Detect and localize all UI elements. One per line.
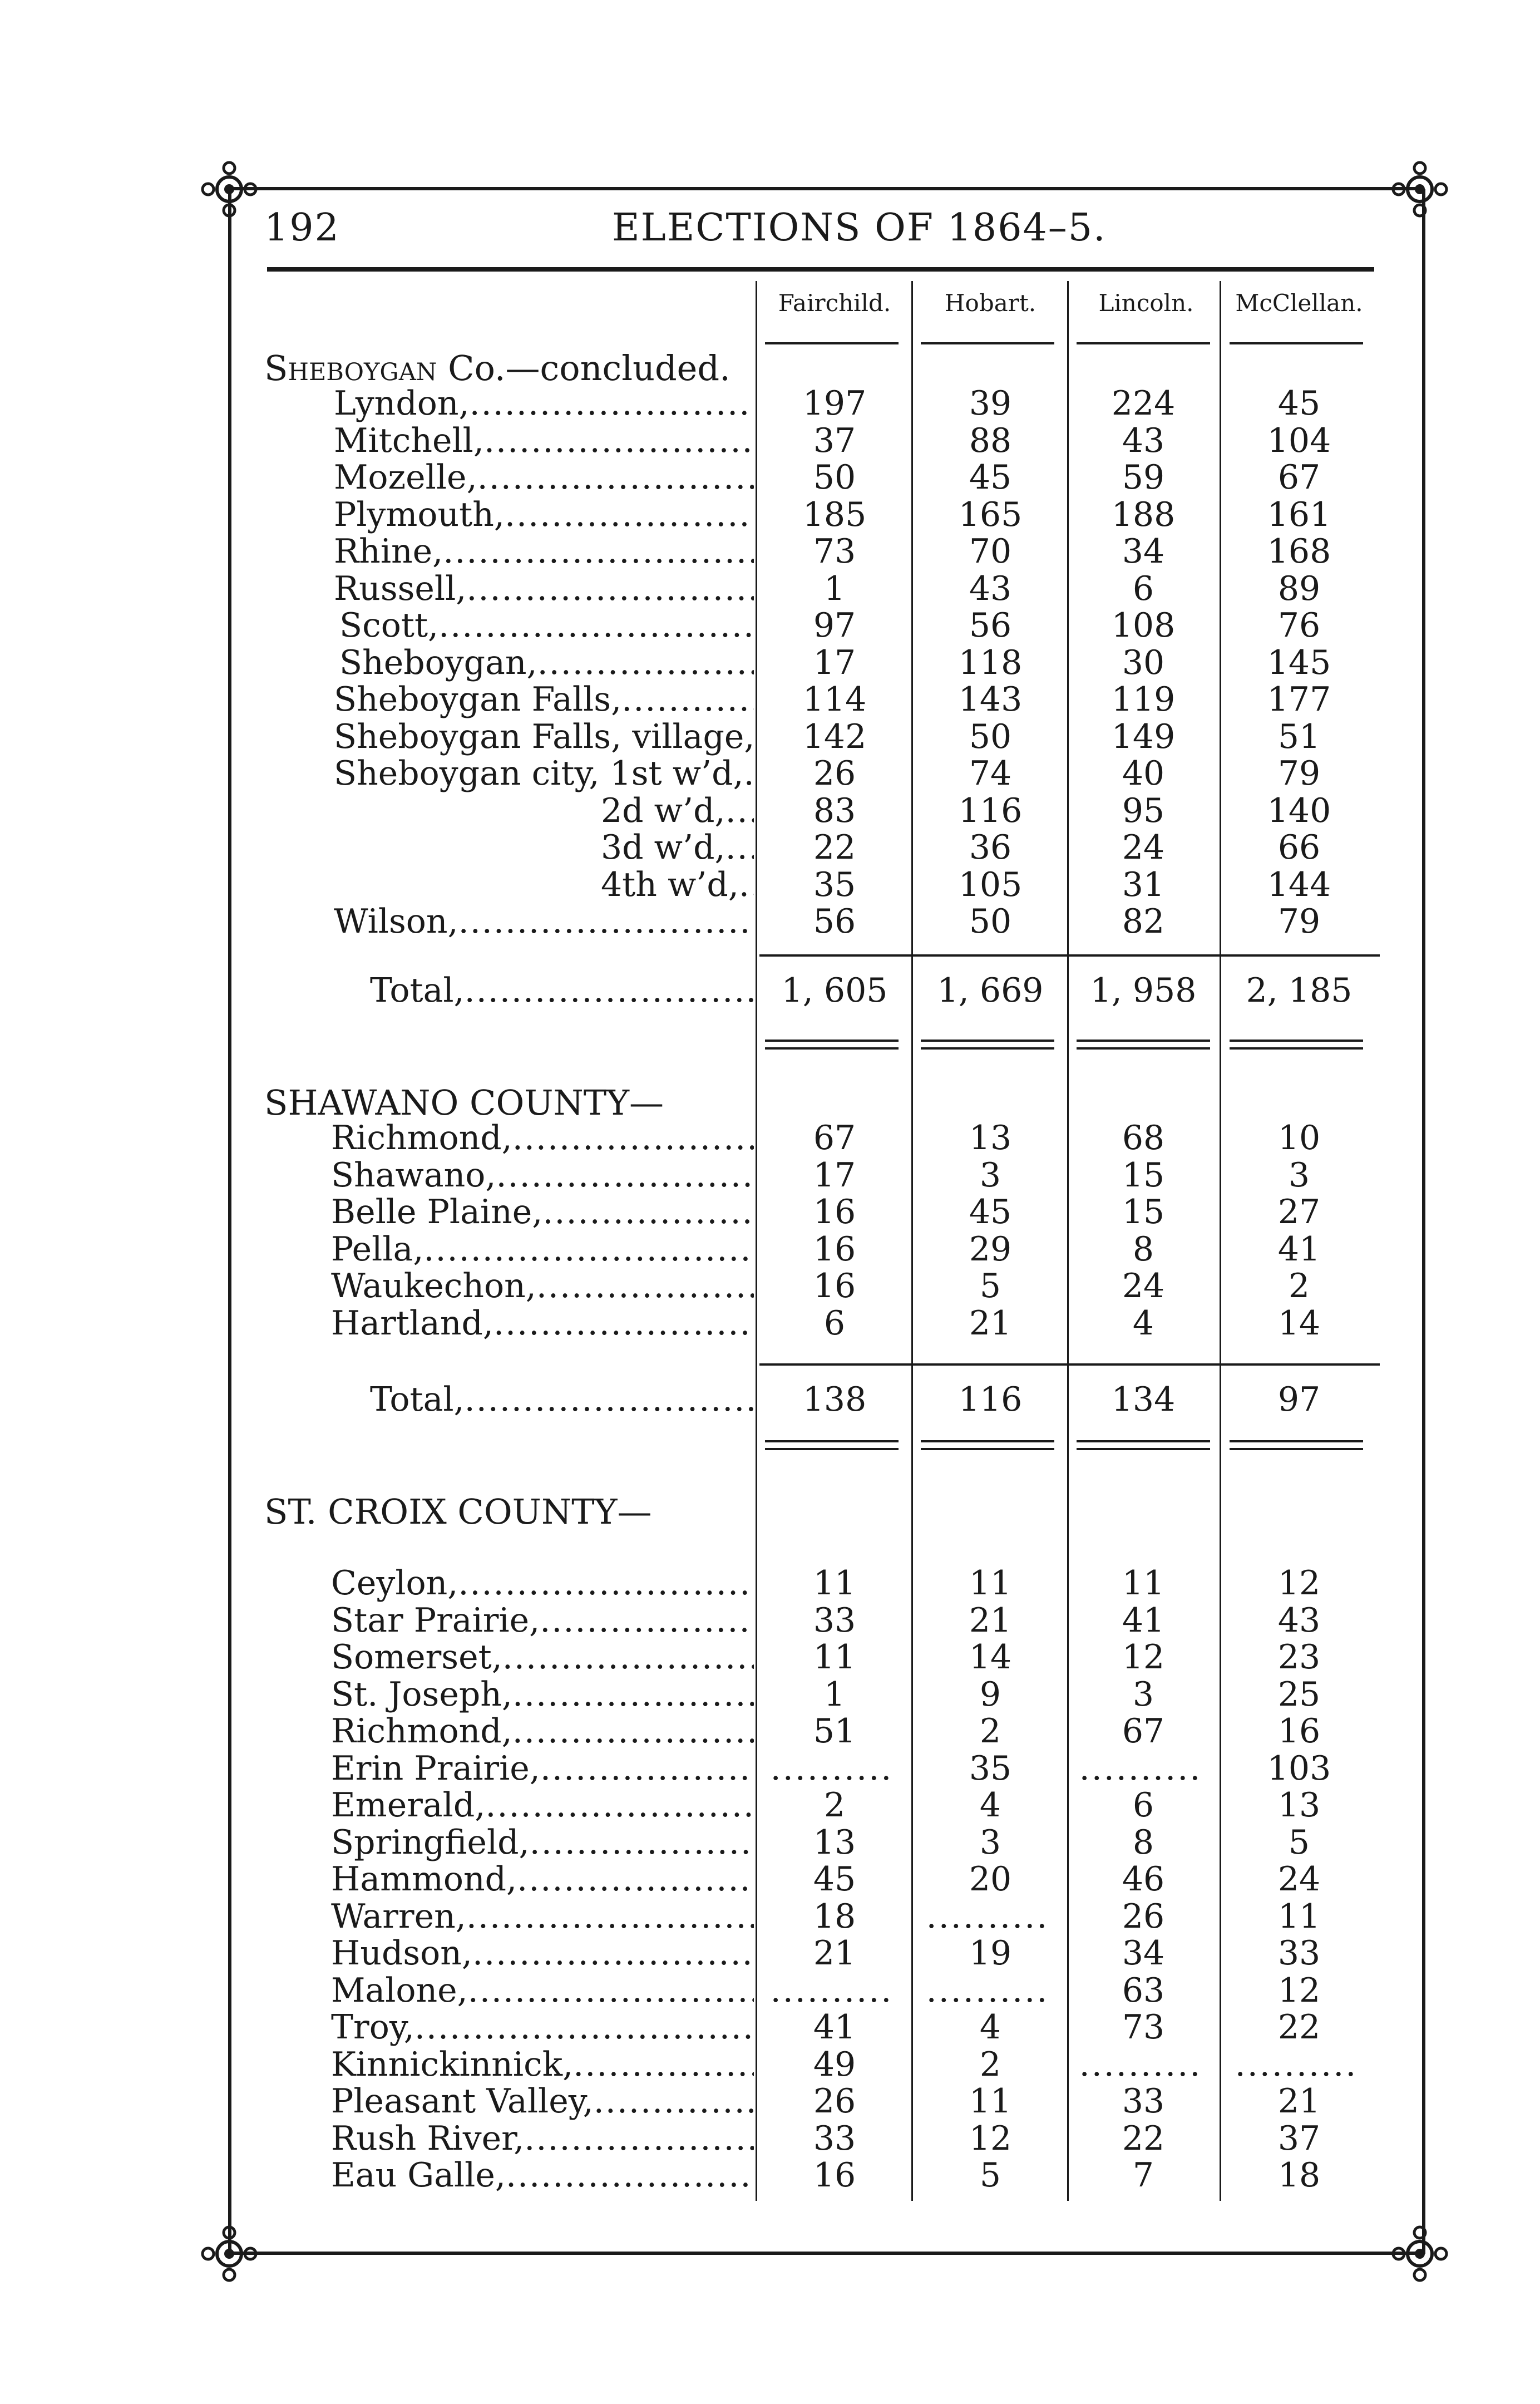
cell-fairchild: 2 [823, 1786, 846, 1825]
section-heading-shawano: SHAWANO COUNTY— [264, 1082, 664, 1123]
cell-fairchild: 197 [802, 384, 867, 423]
table-row [0, 717, 1540, 754]
cell-lincoln: 4 [1132, 1303, 1154, 1343]
table-row [0, 1823, 1540, 1860]
row-label: Sheboygan, [339, 643, 537, 682]
double-rule [921, 1440, 1054, 1442]
column-header-hobart: Hobart. [944, 289, 1036, 317]
table-row-total [0, 1380, 1540, 1417]
cell-mcclellan: 103 [1267, 1748, 1331, 1788]
table-row [0, 2045, 1540, 2082]
cell-lincoln-blank: .......... [1079, 1748, 1202, 1788]
cell-mcclellan: 2 [1288, 1267, 1310, 1306]
cell-lincoln: 22 [1122, 2119, 1165, 2158]
table-row [0, 1897, 1540, 1934]
table-row [0, 1119, 1540, 1155]
cell-mcclellan: 23 [1277, 1638, 1321, 1677]
cell-fairchild: 1, 605 [781, 971, 888, 1010]
cell-mcclellan: 12 [1277, 1971, 1321, 2010]
table-row [0, 2008, 1540, 2045]
row-label: Belle Plaine, [331, 1193, 543, 1231]
cell-lincoln: 12 [1122, 1638, 1165, 1677]
cell-hobart: 11 [969, 1564, 1012, 1603]
cell-fairchild: 18 [813, 1896, 856, 1936]
cell-fairchild: 83 [813, 791, 856, 830]
cell-mcclellan: 168 [1267, 532, 1331, 571]
cell-lincoln: 1, 958 [1090, 971, 1197, 1010]
cell-mcclellan: 76 [1277, 606, 1321, 645]
cell-hobart: 9 [979, 1674, 1001, 1714]
cell-mcclellan: 41 [1277, 1229, 1321, 1269]
cell-mcclellan: 161 [1267, 495, 1331, 534]
cell-lincoln: 43 [1122, 421, 1165, 460]
ornament-bottom-right-icon [1386, 2220, 1453, 2287]
cell-fairchild: 56 [813, 902, 856, 941]
double-rule [765, 1448, 899, 1450]
row-label: Sheboygan city, 1st w’d, [334, 754, 744, 793]
table-row [0, 384, 1540, 421]
cell-fairchild: 6 [823, 1303, 846, 1343]
cell-fairchild: 11 [813, 1564, 856, 1603]
row-label: Scott, [339, 606, 439, 645]
cell-lincoln: 7 [1132, 2156, 1154, 2195]
table-row [0, 1156, 1540, 1193]
row-label: Emerald, [331, 1786, 486, 1825]
ornament-top-left-icon [196, 156, 263, 223]
double-rule [765, 1040, 899, 1042]
row-label: Total, [370, 971, 465, 1010]
cell-fairchild: 37 [813, 421, 856, 460]
table-row [0, 495, 1540, 532]
cell-lincoln: 34 [1122, 1934, 1165, 1973]
row-label: St. Joseph, [331, 1674, 512, 1714]
column-header-lincoln: Lincoln. [1098, 289, 1194, 317]
cell-lincoln: 24 [1122, 1267, 1165, 1306]
cell-hobart: 3 [979, 1822, 1001, 1862]
cell-mcclellan: 16 [1277, 1712, 1321, 1751]
header-underline [921, 342, 1054, 344]
row-label: Mozelle, [334, 458, 477, 497]
row-label: Kinnickinnick, [331, 2045, 574, 2084]
table-row [0, 754, 1540, 791]
table-row [0, 643, 1540, 680]
row-label: Wilson, [334, 902, 458, 941]
cell-hobart-blank: .......... [926, 1971, 1049, 2010]
cell-lincoln: 224 [1111, 384, 1176, 423]
cell-fairchild: 45 [813, 1860, 856, 1899]
cell-fairchild: 16 [813, 1193, 856, 1231]
cell-lincoln: 8 [1132, 1229, 1154, 1269]
table-row [0, 1675, 1540, 1712]
row-label: Shawano, [331, 1155, 496, 1195]
cell-mcclellan: 2, 185 [1246, 971, 1353, 1010]
cell-fairchild: 16 [813, 1229, 856, 1269]
cell-lincoln: 63 [1122, 1971, 1165, 2010]
double-rule [1077, 1440, 1210, 1442]
cell-lincoln: 6 [1132, 1786, 1154, 1825]
cell-mcclellan: 25 [1277, 1674, 1321, 1714]
cell-fairchild: 50 [813, 458, 856, 497]
table-row [0, 1971, 1540, 2008]
cell-lincoln: 24 [1122, 828, 1165, 867]
cell-mcclellan: 10 [1277, 1119, 1321, 1157]
table-row [0, 1267, 1540, 1306]
cell-hobart: 39 [969, 384, 1012, 423]
table-row-total [0, 971, 1540, 1008]
double-rule [1230, 1040, 1363, 1042]
cell-lincoln: 31 [1122, 865, 1165, 904]
row-label: Russell, [334, 569, 467, 608]
cell-fairchild-blank: .......... [770, 1971, 894, 2010]
double-rule [1077, 1047, 1210, 1050]
cell-fairchild: 11 [813, 1638, 856, 1677]
page-title: ELECTIONS OF 1864–5. [612, 206, 1107, 250]
row-label: Pella, [331, 1229, 424, 1269]
cell-hobart: 165 [958, 495, 1023, 534]
cell-hobart: 2 [979, 2045, 1001, 2084]
cell-lincoln: 95 [1122, 791, 1165, 830]
table-row [0, 1749, 1540, 1786]
cell-hobart: 118 [958, 643, 1023, 682]
cell-mcclellan: 97 [1277, 1380, 1321, 1419]
row-label: Pleasant Valley, [331, 2082, 594, 2121]
row-label: Malone, [331, 1971, 468, 2010]
cell-hobart: 70 [969, 532, 1012, 571]
table-row [0, 2156, 1540, 2193]
cell-mcclellan: 14 [1277, 1303, 1321, 1343]
column-header-fairchild: Fairchild. [778, 289, 891, 317]
cell-fairchild: 1 [823, 569, 846, 608]
column-header-mcclellan: McClellan. [1235, 289, 1363, 317]
cell-lincoln: 33 [1122, 2082, 1165, 2121]
cell-mcclellan: 66 [1277, 828, 1321, 867]
cell-hobart: 45 [969, 458, 1012, 497]
cell-lincoln: 3 [1132, 1674, 1154, 1714]
cell-fairchild: 1 [823, 1674, 846, 1714]
cell-mcclellan: 27 [1277, 1193, 1321, 1231]
cell-lincoln: 34 [1122, 532, 1165, 571]
row-label: Hartland, [331, 1303, 493, 1343]
cell-lincoln: 40 [1122, 754, 1165, 793]
cell-lincoln-blank: .......... [1079, 2045, 1202, 2084]
row-label: Warren, [331, 1896, 466, 1936]
cell-hobart: 21 [969, 1303, 1012, 1343]
cell-fairchild: 13 [813, 1822, 856, 1862]
page-number: 192 [264, 206, 340, 250]
frame-bottom-rule [228, 2252, 1422, 2255]
cell-lincoln: 41 [1122, 1600, 1165, 1640]
cell-mcclellan: 43 [1277, 1600, 1321, 1640]
cell-hobart: 4 [979, 1786, 1001, 1825]
table-row [0, 680, 1540, 717]
cell-lincoln: 73 [1122, 2008, 1165, 2047]
cell-fairchild: 49 [813, 2045, 856, 2084]
row-label: 4th w’d, [601, 865, 739, 904]
cell-hobart: 74 [969, 754, 1012, 793]
cell-hobart: 12 [969, 2119, 1012, 2158]
table-row [0, 1230, 1540, 1267]
cell-fairchild: 17 [813, 1155, 856, 1195]
double-rule [1077, 1040, 1210, 1042]
double-rule [921, 1040, 1054, 1042]
cell-fairchild: 97 [813, 606, 856, 645]
row-label: Eau Galle, [331, 2156, 506, 2195]
header-underline [765, 342, 899, 344]
row-label: Springfield, [331, 1822, 530, 1862]
cell-fairchild: 67 [813, 1119, 856, 1157]
cell-fairchild: 16 [813, 2156, 856, 2195]
ornament-top-right-icon [1386, 156, 1453, 223]
cell-hobart: 116 [958, 791, 1023, 830]
cell-mcclellan: 37 [1277, 2119, 1321, 2158]
cell-fairchild: 41 [813, 2008, 856, 2047]
cell-fairchild: 26 [813, 2082, 856, 2121]
cell-hobart: 21 [969, 1600, 1012, 1640]
table-row [0, 1712, 1540, 1751]
table-row [0, 421, 1540, 458]
row-label: Rhine, [334, 532, 443, 571]
cell-hobart: 143 [958, 680, 1023, 719]
cell-hobart: 35 [969, 1748, 1012, 1788]
table-row [0, 2119, 1540, 2156]
cell-mcclellan: 104 [1267, 421, 1331, 460]
cell-lincoln: 82 [1122, 902, 1165, 941]
table-row [0, 458, 1540, 495]
row-label: Star Prairie, [331, 1600, 540, 1640]
cell-fairchild: 138 [802, 1380, 867, 1419]
cell-lincoln: 119 [1111, 680, 1176, 719]
cell-lincoln: 68 [1122, 1119, 1165, 1157]
cell-lincoln: 46 [1122, 1860, 1165, 1899]
cell-hobart: 105 [958, 865, 1023, 904]
cell-lincoln: 15 [1122, 1155, 1165, 1195]
double-rule [921, 1047, 1054, 1050]
section-heading-stcroix: ST. CROIX COUNTY— [264, 1491, 652, 1532]
cell-mcclellan: 18 [1277, 2156, 1321, 2195]
cell-lincoln: 67 [1122, 1712, 1165, 1751]
cell-hobart: 4 [979, 2008, 1001, 2047]
cell-mcclellan: 3 [1288, 1155, 1310, 1195]
cell-mcclellan: 145 [1267, 643, 1331, 682]
cell-mcclellan: 67 [1277, 458, 1321, 497]
heading-rest: Co.—concluded. [437, 348, 730, 388]
row-label: Richmond, [331, 1119, 512, 1157]
cell-lincoln: 30 [1122, 643, 1165, 682]
double-rule [1230, 1440, 1363, 1442]
table-row [0, 1934, 1540, 1971]
cell-mcclellan: 140 [1267, 791, 1331, 830]
row-label: Somerset, [331, 1638, 502, 1677]
double-rule [1077, 1448, 1210, 1450]
cell-mcclellan: 12 [1277, 1564, 1321, 1603]
cell-mcclellan: 79 [1277, 754, 1321, 793]
cell-lincoln: 8 [1132, 1822, 1154, 1862]
cell-mcclellan: 33 [1277, 1934, 1321, 1973]
cell-hobart: 50 [969, 717, 1012, 756]
cell-fairchild: 16 [813, 1267, 856, 1306]
row-label: Hammond, [331, 1860, 517, 1899]
table-row [0, 606, 1540, 643]
cell-mcclellan: 5 [1288, 1822, 1310, 1862]
section-heading-sheboygan [264, 348, 730, 388]
cell-lincoln: 15 [1122, 1193, 1165, 1231]
cell-lincoln: 26 [1122, 1896, 1165, 1936]
table-row [0, 569, 1540, 606]
cell-hobart: 5 [979, 1267, 1001, 1306]
cell-fairchild: 35 [813, 865, 856, 904]
cell-hobart: 45 [969, 1193, 1012, 1231]
cell-fairchild: 22 [813, 828, 856, 867]
header-rule [267, 267, 1374, 272]
cell-mcclellan: 13 [1277, 1786, 1321, 1825]
row-label: Troy, [331, 2008, 414, 2047]
double-rule [1230, 1047, 1363, 1050]
cell-lincoln: 11 [1122, 1564, 1165, 1603]
cell-hobart: 50 [969, 902, 1012, 941]
cell-fairchild: 26 [813, 754, 856, 793]
cell-mcclellan: 177 [1267, 680, 1331, 719]
row-label: Lyndon, [334, 384, 470, 423]
cell-hobart: 116 [958, 1380, 1023, 1419]
cell-lincoln: 59 [1122, 458, 1165, 497]
cell-hobart: 3 [979, 1155, 1001, 1195]
row-label: Rush River, [331, 2119, 525, 2158]
row-label: Plymouth, [334, 495, 505, 534]
row-label: Waukechon, [331, 1267, 536, 1306]
table-row [0, 791, 1540, 828]
cell-fairchild: 73 [813, 532, 856, 571]
cell-mcclellan: 45 [1277, 384, 1321, 423]
table-row [0, 1193, 1540, 1229]
double-rule [1230, 1448, 1363, 1450]
row-label: Hudson, [331, 1934, 473, 1973]
cell-hobart: 29 [969, 1229, 1012, 1269]
cell-mcclellan: 144 [1267, 865, 1331, 904]
table-row [0, 1860, 1540, 1899]
cell-hobart-blank: .......... [926, 1896, 1049, 1936]
cell-lincoln: 6 [1132, 569, 1154, 608]
cell-mcclellan: 21 [1277, 2082, 1321, 2121]
row-label: 2d w’d, [601, 791, 725, 830]
row-label: Sheboygan Falls, village, [334, 717, 755, 756]
cell-hobart: 11 [969, 2082, 1012, 2121]
total-rule [759, 1363, 1380, 1366]
table-row [0, 2082, 1540, 2119]
cell-mcclellan: 89 [1277, 569, 1321, 608]
table-row [0, 828, 1540, 865]
header-underline [1230, 342, 1363, 344]
row-label: 3d w’d, [601, 828, 725, 867]
cell-hobart: 1, 669 [937, 971, 1044, 1010]
cell-fairchild: 21 [813, 1934, 856, 1973]
cell-hobart: 13 [969, 1119, 1012, 1157]
cell-fairchild-blank: .......... [770, 1748, 894, 1788]
row-label: Richmond, [331, 1712, 512, 1751]
cell-hobart: 20 [969, 1860, 1012, 1899]
row-label: Erin Prairie, [331, 1748, 540, 1788]
double-rule [765, 1440, 899, 1442]
header-underline [1077, 342, 1210, 344]
cell-fairchild: 17 [813, 643, 856, 682]
cell-mcclellan: 11 [1277, 1896, 1321, 1936]
cell-fairchild: 114 [802, 680, 867, 719]
cell-lincoln: 134 [1111, 1380, 1176, 1419]
double-rule [921, 1448, 1054, 1450]
row-label: Ceylon, [331, 1564, 458, 1603]
cell-hobart: 36 [969, 828, 1012, 867]
cell-hobart: 14 [969, 1638, 1012, 1677]
ornament-bottom-left-icon [196, 2220, 263, 2287]
table-row [0, 1638, 1540, 1677]
cell-mcclellan: 79 [1277, 902, 1321, 941]
cell-hobart: 5 [979, 2156, 1001, 2195]
table-row [0, 1601, 1540, 1638]
cell-mcclellan: 24 [1277, 1860, 1321, 1899]
cell-mcclellan-blank: .......... [1235, 2045, 1358, 2084]
frame-top-rule [228, 187, 1422, 190]
cell-hobart: 2 [979, 1712, 1001, 1751]
table-row [0, 902, 1540, 939]
double-rule [765, 1047, 899, 1050]
cell-lincoln: 149 [1111, 717, 1176, 756]
cell-hobart: 19 [969, 1934, 1012, 1973]
table-row [0, 1786, 1540, 1825]
table-row [0, 1304, 1540, 1341]
cell-fairchild: 33 [813, 1600, 856, 1640]
cell-mcclellan: 22 [1277, 2008, 1321, 2047]
table-row [0, 532, 1540, 569]
row-label: Sheboygan Falls, [334, 680, 622, 719]
table-row [0, 865, 1540, 902]
cell-mcclellan: 51 [1277, 717, 1321, 756]
row-label: Mitchell, [334, 421, 484, 460]
cell-lincoln: 108 [1111, 606, 1176, 645]
cell-fairchild: 33 [813, 2119, 856, 2158]
total-rule [759, 954, 1380, 957]
cell-fairchild: 142 [802, 717, 867, 756]
cell-hobart: 88 [969, 421, 1012, 460]
cell-fairchild: 185 [802, 495, 867, 534]
table-row [0, 1564, 1540, 1603]
cell-fairchild: 51 [813, 1712, 856, 1751]
cell-hobart: 43 [969, 569, 1012, 608]
row-label: Total, [370, 1380, 465, 1419]
cell-lincoln: 188 [1111, 495, 1176, 534]
cell-hobart: 56 [969, 606, 1012, 645]
heading-county-name: Sheboygan [264, 348, 437, 388]
